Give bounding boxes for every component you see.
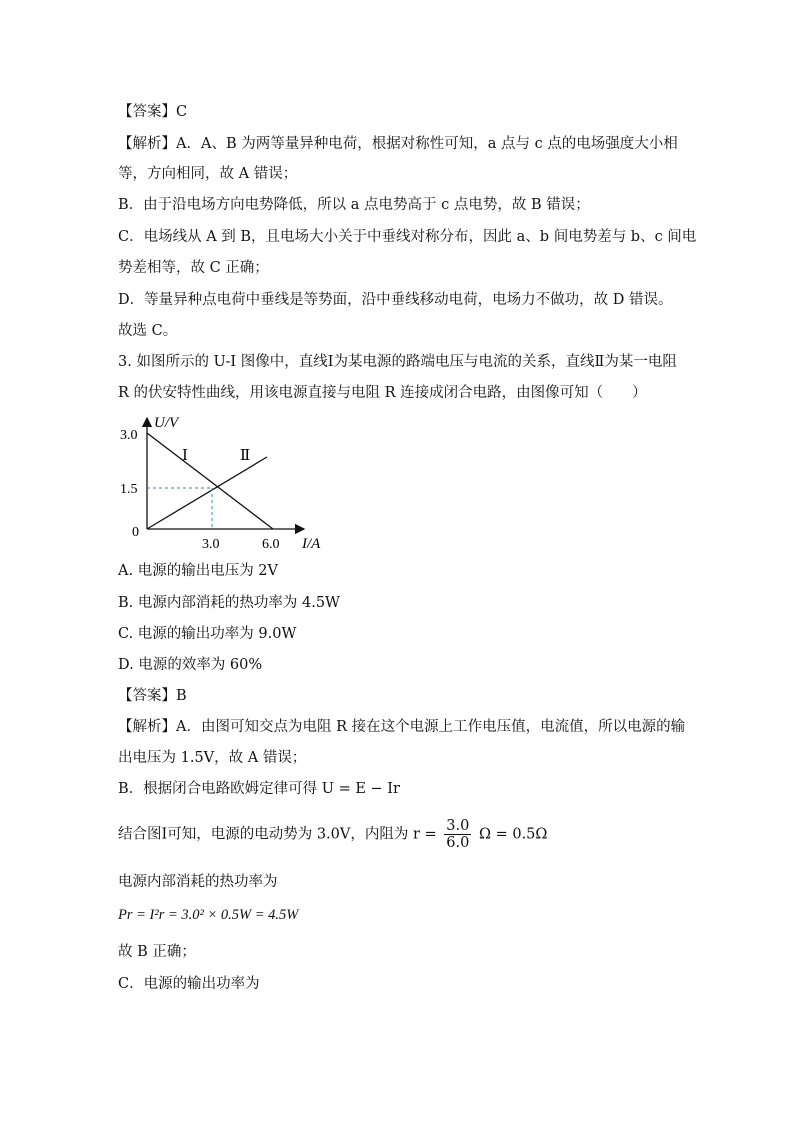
prev-analysis-line: 【解析】A．A、B 为两等量异种电荷，根据对称性可知，a 点与 c 点的电场强度大小相 [118, 136, 678, 152]
resistance-text: 结合图Ⅰ可知，电源的电动势为 3.0V，内阻为 r = [118, 826, 437, 843]
prev-d-line: D．等量异种点电荷中垂线是等势面，沿中垂线移动电荷，电场力不做功，故 D 错误。 [118, 292, 673, 308]
y-tick-label: 3.0 [120, 428, 138, 443]
origin-label: 0 [132, 525, 139, 540]
line-two-label: Ⅱ [240, 448, 251, 464]
line-one-label: Ⅰ [182, 448, 188, 464]
prev-c-line: 势差相等，故 C 正确； [118, 260, 269, 276]
x-tick-label: 6.0 [262, 537, 280, 552]
ui-graph [112, 408, 342, 558]
option-d: D. 电源的效率为 60% [118, 657, 263, 673]
prev-b-line: B．由于沿电场方向电势降低，所以 a 点电势高于 c 点电势，故 B 错误； [118, 197, 590, 213]
fraction-numerator: 3.0 [446, 818, 470, 834]
prev-analysis-line: 等，方向相同，故 A 错误； [118, 166, 298, 182]
line-one [147, 433, 273, 529]
y-axis-label: U/V [154, 415, 179, 431]
q3-b-correct: 故 B 正确； [118, 944, 196, 960]
option-a: A. 电源的输出电压为 2V [118, 563, 278, 579]
q3-analysis-resistance [118, 818, 547, 851]
fraction-denominator: 6.0 [446, 835, 470, 851]
resistance-fraction [444, 818, 471, 851]
heat-power-formula: Pr = I²r = 3.0² × 0.5W = 4.5W [118, 907, 299, 923]
x-tick-label: 3.0 [202, 537, 220, 552]
q3-c-line: C．电源的输出功率为 [118, 976, 260, 992]
fraction-tail: Ω = 0.5Ω [478, 826, 548, 843]
x-axis-label: I/A [302, 536, 321, 552]
q3-analysis-line: 出电压为 1.5V，故 A 错误； [118, 750, 307, 766]
q3-stem: 3. 如图所示的 U-I 图像中，直线Ⅰ为某电源的路端电压与电流的关系，直线Ⅱ为某一电阻 [118, 354, 677, 370]
q3-stem: R 的伏安特性曲线，用该电源直接与电阻 R 连接成闭合电路，由图像可知（ ） [118, 385, 647, 401]
q3-analysis-b: B．根据闭合电路欧姆定律可得 U = E − Ir [118, 781, 400, 797]
q3-answer: 【答案】B [118, 688, 187, 704]
option-b: B. 电源内部消耗的热功率为 4.5W [118, 595, 340, 611]
q3-heat-power-label: 电源内部消耗的热功率为 [118, 874, 278, 890]
prev-choose: 故选 C。 [118, 323, 178, 339]
y-tick-label: 1.5 [120, 482, 138, 497]
line-two [147, 457, 267, 529]
q3-analysis-line: 【解析】A．由图可知交点为电阻 R 接在这个电源上工作电压值，电流值，所以电源的输 [118, 719, 686, 735]
prev-answer: 【答案】C [118, 104, 188, 120]
prev-c-line: C．电场线从 A 到 B，且电场大小关于中垂线对称分布，因此 a、b 间电势差与 b、c 间电 [118, 229, 697, 245]
option-c: C. 电源的输出功率为 9.0W [118, 626, 297, 642]
